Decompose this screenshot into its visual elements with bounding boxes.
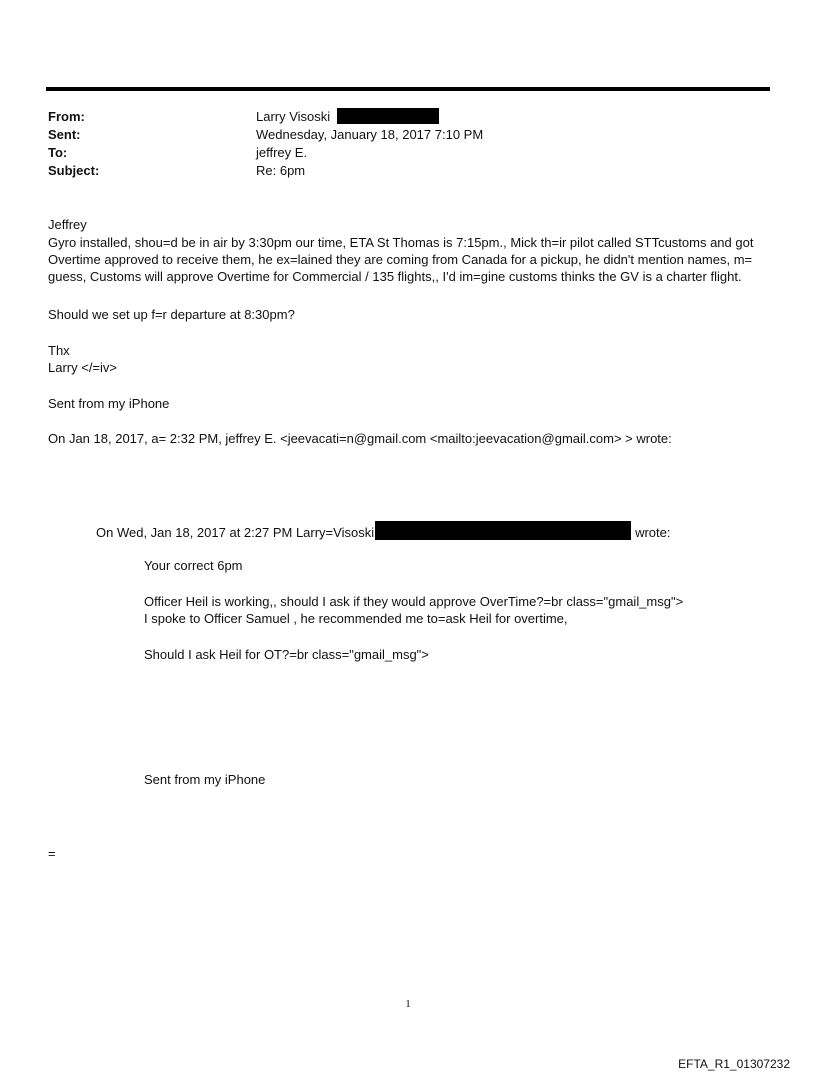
header-rule <box>46 87 770 91</box>
sent-label: Sent: <box>48 127 81 142</box>
greeting: Jeffrey <box>48 217 87 232</box>
reply-header: On Jan 18, 2017, a= 2:32 PM, jeffrey E. <jeevacati=n@gmail.com <mailto:jeevacation@gmail.com> > wrote: <box>48 431 672 446</box>
sent-from-line: Sent from my iPhone <box>48 396 170 411</box>
quoted-sent-from: Sent from my iPhone <box>144 772 266 787</box>
body-paragraph: Gyro installed, shou=d be in air by 3:30pm our time, ETA St Thomas is 7:15pm., Mick th=ir pilot called STTcustoms and got Overtime approved to receive them, he ex=lained they are coming from Canada for a pickup, he didn't mention names, m= guess, Customs will approve Overtime for Commercial / 135 flights,, I'd im=gine customs thinks the GV is a charter flight. <box>48 235 754 284</box>
subject-label: Subject: <box>48 163 100 178</box>
quoted-line: Should I ask Heil for OT?=br class="gmail_msg"> <box>144 647 429 662</box>
from-label: From: <box>48 109 85 124</box>
quoted-line: Your correct 6pm <box>144 558 243 573</box>
redaction-box <box>337 108 439 124</box>
quoted-header <box>96 521 671 541</box>
trailing-equals: = <box>48 846 56 861</box>
quoted-line: I spoke to Officer Samuel , he recommended me to=ask Heil for overtime, <box>144 611 568 626</box>
quoted-header-text: On Wed, Jan 18, 2017 at 2:27 PM Larry=Visoski <box>96 525 375 540</box>
redaction-box <box>375 521 631 540</box>
bates-number: EFTA_R1_01307232 <box>678 1057 790 1071</box>
quoted-header-suffix: wrote: <box>635 525 671 540</box>
subject-value: Re: 6pm <box>256 163 306 178</box>
to-label: To: <box>48 145 68 160</box>
to-value: jeffrey E. <box>256 145 308 160</box>
from-value <box>256 108 439 125</box>
sent-value: Wednesday, January 18, 2017 7:10 PM <box>256 127 484 142</box>
from-name: Larry Visoski <box>256 109 331 124</box>
signature: Larry </=iv> <box>48 360 118 375</box>
page-number: 1 <box>405 998 411 1010</box>
quoted-line: Officer Heil is working,, should I ask if they would approve OverTime?=br class="gmail_msg"> <box>144 594 684 609</box>
body-question: Should we set up f=r departure at 8:30pm? <box>48 307 295 322</box>
thanks-line: Thx <box>48 343 70 358</box>
